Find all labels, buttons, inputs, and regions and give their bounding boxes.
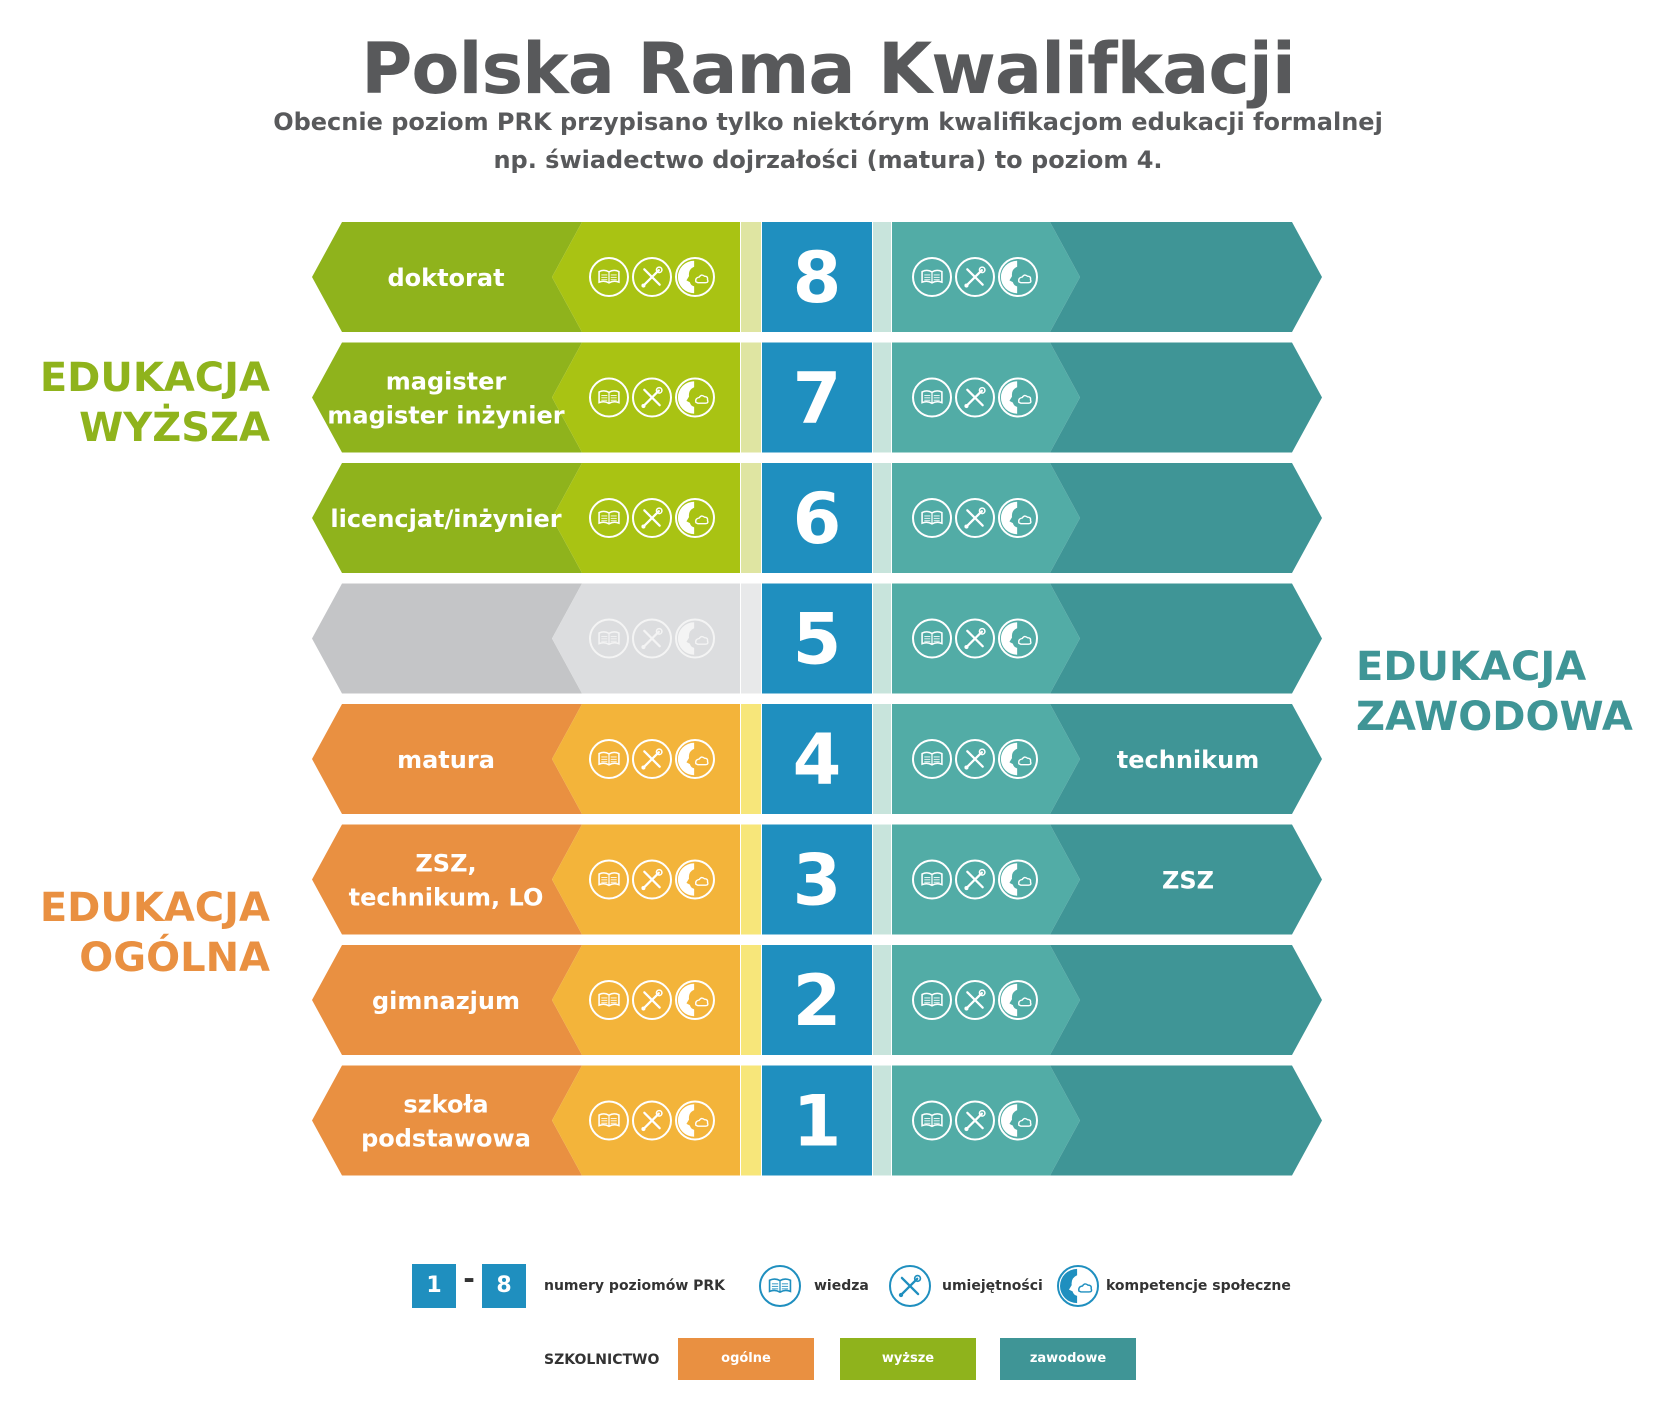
left-icons-band (552, 343, 740, 453)
right-qualification-band (1050, 343, 1322, 453)
tools-icon (886, 1262, 934, 1310)
level-row-1 (312, 1066, 1322, 1176)
right-qualification-label: ZSZ (1161, 866, 1215, 895)
label-line: OGÓLNA (79, 935, 270, 981)
left-qualification-band (312, 825, 582, 935)
left-qualification-band (312, 1066, 582, 1176)
left-stripe (741, 463, 761, 573)
right-icons-band (892, 343, 1080, 453)
level-row-2 (312, 945, 1322, 1055)
subtitle-line-1: Obecnie poziom PRK przypisano tylko niektórym kwalifikacjom edukacji formalnej (273, 108, 1383, 136)
right-qualification-band (1050, 945, 1322, 1055)
right-icons-band (892, 704, 1080, 814)
left-stripe (741, 584, 761, 694)
left-qualification-label: magister inżynier (327, 401, 565, 430)
legend-level-from: 1 (412, 1264, 456, 1308)
left-qualification-band (312, 343, 582, 453)
left-qualification-label: doktorat (387, 264, 505, 292)
right-icons-band (892, 1066, 1080, 1176)
left-stripe (741, 825, 761, 935)
level-number: 3 (792, 839, 842, 922)
right-stripe (873, 343, 891, 453)
level-row-8 (312, 222, 1322, 332)
left-stripe (741, 1066, 761, 1176)
label-line: ZAWODOWA (1356, 694, 1633, 740)
left-qualification-band (312, 584, 582, 694)
left-qualification-label: magister (385, 367, 507, 396)
legend-level-dash: - (463, 1262, 475, 1295)
head-icon (1054, 1262, 1102, 1310)
page-title: Polska Rama Kwalifkacji (361, 28, 1295, 110)
legend-ogolne: ogólne (678, 1338, 814, 1380)
left-icons-band (552, 1066, 740, 1176)
subtitle-line-2: np. świadectwo dojrzałości (matura) to poziom 4. (493, 146, 1163, 174)
book-icon (756, 1262, 804, 1310)
right-icons-band (892, 825, 1080, 935)
left-qualification-label: gimnazjum (372, 987, 520, 1015)
legend-wyzsze: wyższe (840, 1338, 976, 1380)
level-number: 5 (792, 598, 842, 681)
left-icons-band (552, 704, 740, 814)
right-stripe (873, 463, 891, 573)
level-number: 4 (792, 719, 842, 801)
level-row-4 (312, 704, 1322, 814)
level-row-5 (312, 584, 1322, 694)
legend-szkolnictwo: SZKOLNICTWO (544, 1352, 660, 1368)
right-stripe (873, 825, 891, 935)
right-qualification-band (1050, 463, 1322, 573)
right-stripe (873, 1066, 891, 1176)
legend-level-to: 8 (482, 1264, 526, 1308)
right-stripe (873, 222, 891, 332)
left-qualification-label: podstawowa (361, 1124, 531, 1153)
legend-wiedza: wiedza (814, 1278, 869, 1294)
right-qualification-band (1050, 584, 1322, 694)
level-number: 1 (792, 1080, 842, 1163)
right-icons-band (892, 463, 1080, 573)
right-qualification-label: technikum (1116, 746, 1260, 774)
left-qualification-label: matura (397, 746, 495, 774)
left-stripe (741, 343, 761, 453)
left-icons-band (552, 945, 740, 1055)
level-number: 8 (792, 237, 842, 319)
left-stripe (741, 222, 761, 332)
label-line: EDUKACJA (39, 885, 270, 931)
level-number: 2 (792, 960, 842, 1042)
legend-zawodowe: zawodowe (1000, 1338, 1136, 1380)
level-number: 7 (792, 357, 842, 440)
left-icons-band (552, 825, 740, 935)
legend-level-text: numery poziomów PRK (544, 1278, 726, 1294)
legend-kompetencje: kompetencje społeczne (1106, 1278, 1291, 1294)
right-icons-band (892, 945, 1080, 1055)
right-stripe (873, 584, 891, 694)
label-line: EDUKACJA (1356, 644, 1587, 690)
right-stripe (873, 704, 891, 814)
label-line: EDUKACJA (39, 355, 270, 401)
left-icons-band (552, 463, 740, 573)
level-row-6 (312, 463, 1322, 573)
level-row-7 (312, 343, 1322, 453)
left-icons-band (552, 222, 740, 332)
right-stripe (873, 945, 891, 1055)
left-qualification-label: ZSZ, (415, 849, 477, 878)
label-line: WYŻSZA (79, 405, 270, 451)
left-icons-band (552, 584, 740, 694)
right-qualification-band (1050, 1066, 1322, 1176)
left-qualification-label: szkoła (403, 1090, 489, 1119)
level-number: 6 (792, 478, 842, 560)
left-qualification-label: licencjat/inżynier (330, 505, 562, 533)
legend-umiejetnosci: umiejętności (942, 1278, 1043, 1294)
right-icons-band (892, 222, 1080, 332)
right-icons-band (892, 584, 1080, 694)
left-qualification-label: technikum, LO (348, 883, 544, 912)
left-stripe (741, 704, 761, 814)
right-qualification-band (1050, 222, 1322, 332)
level-row-3 (312, 825, 1322, 935)
left-stripe (741, 945, 761, 1055)
